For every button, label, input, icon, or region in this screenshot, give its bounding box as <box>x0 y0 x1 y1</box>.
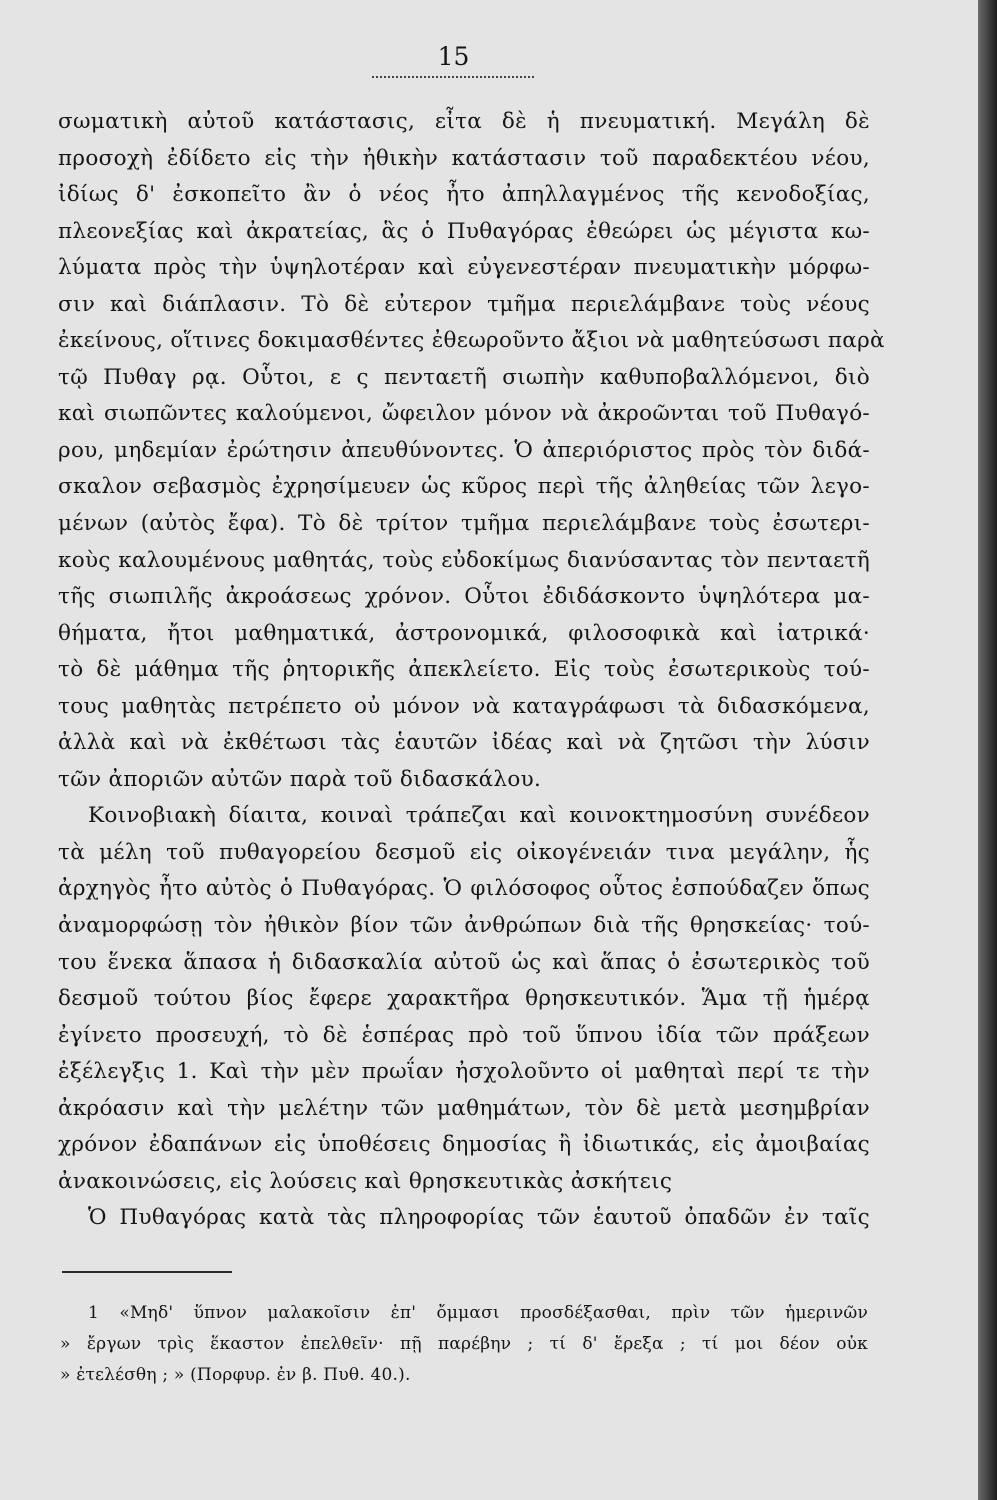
text-line: τους μαθητὰς πετρέπετο οὐ μόνον νὰ καταγράφωσι τὰ διδασκόμενα, <box>58 693 870 719</box>
text-line: λύματα πρὸς τὴν ὑψηλοτέραν καὶ εὐγενεστέραν πνευματικὴν μόρφω- <box>58 255 870 281</box>
text-line: σωματικὴ αὐτοῦ κατάστασις, εἶτα δὲ ἡ πνευματική. Μεγάλη δὲ <box>58 109 870 134</box>
text-line: καὶ σιωπῶντες καλούμενοι, ὤφειλον μόνον νὰ ἀκροῶνται τοῦ Πυθαγό- <box>58 401 870 427</box>
footnote-line: 1 «Μηδ' ὕπνον μαλακοῖσιν ἐπ' ὄμμασι προσδέξασθαι, πρὶν τῶν ἡμερινῶν <box>88 1303 868 1323</box>
text-line: τὸ δὲ μάθημα τῆς ῥητορικῆς ἀπεκλείετο. Εἰς τοὺς ἐσωτερικοὺς τού- <box>58 657 870 683</box>
text-line: δεσμοῦ τούτου βίος ἔφερε χαρακτῆρα θρησκευτικόν. Ἅμα τῇ ἡμέρᾳ <box>58 986 870 1012</box>
text-line: ἐγίνετο προσευχή, τὸ δὲ ἑσπέρας πρὸ τοῦ ὕπνου ἰδία τῶν πράξεων <box>58 1022 870 1048</box>
text-line: ἐξέλεγξις 1. Καὶ τὴν μὲν πρωΐαν ἠσχολοῦντο οἱ μαθηταὶ περί τε τὴν <box>58 1059 870 1085</box>
text-line: κοὺς καλουμένους μαθητάς, τοὺς εὐδοκίμως διανύσαντας τὸν πενταετῆ <box>58 547 870 573</box>
text-line: σιν καὶ διάπλασιν. Τὸ δὲ εὐτερον τμῆμα περιελάμβανε τοὺς νέους <box>58 291 870 317</box>
text-line: ἰδίως δ' ἐσκοπεῖτο ἂν ὁ νέος ἦτο ἀπηλλαγμένος τῆς κενοδοξίας, <box>58 182 870 208</box>
page-number: 15 <box>437 42 470 71</box>
text-line: τῆς σιωπιλῆς ἀκροάσεως χρόνον. Οὗτοι ἐδιδάσκοντο ὑψηλότερα μα- <box>58 584 870 610</box>
text-line: ἐκείνους, οἵτινες δοκιμασθέντες ἐθεωροῦντο ἄξιοι νὰ μαθητεύσωσι παρὰ <box>58 328 885 354</box>
text-line: ἀλλὰ καὶ νὰ ἐκθέτωσι τὰς ἑαυτῶν ἰδέας καὶ νὰ ζητῶσι τὴν λύσιν <box>58 730 870 756</box>
footnote-rule <box>62 1271 232 1273</box>
text-line: ἀρχηγὸς ἦτο αὐτὸς ὁ Πυθαγόρας. Ὁ φιλόσοφος οὗτος ἐσπούδαζεν ὅπως <box>58 876 870 902</box>
text-line: χρόνον ἐδαπάνων εἰς ὑποθέσεις δημοσίας ἢ ἰδιωτικάς, εἰς ἀμοιβαίας <box>58 1132 870 1158</box>
text-line: πλεονεξίας καὶ ἀκρατείας, ἃς ὁ Πυθαγόρας ἐθεώρει ὡς μέγιστα κω- <box>58 218 870 244</box>
text-line: τὰ μέλη τοῦ πυθαγορείου δεσμοῦ εἰς οἰκογένειάν τινα μεγάλην, ἧς <box>58 839 870 865</box>
text-line: του ἕνεκα ἅπασα ἡ διδασκαλία αὐτοῦ ὡς καὶ ἅπας ὁ ἐσωτερικὸς τοῦ <box>58 949 870 975</box>
footnote-line: » ἔργων τρὶς ἕκαστον ἐπελθεῖν· πῇ παρέβην ; τί δ' ἔρεξα ; τί μοι δέον οὐκ <box>60 1334 868 1354</box>
body-text <box>58 104 885 1237</box>
text-line: τῷ Πυθαγ ρᾳ. Οὗτοι, ε ς πενταετῆ σιωπὴν καθυποβαλλόμενοι, διὸ <box>58 364 870 390</box>
header-rule <box>372 76 534 78</box>
text-line: προσοχὴ ἐδίδετο εἰς τὴν ἠθικὴν κατάστασιν τοῦ παραδεκτέου νέου, <box>58 145 870 171</box>
text-line: ρου, μηδεμίαν ἐρώτησιν ἀπευθύνοντες. Ὁ ἀπεριόριστος πρὸς τὸν διδά- <box>58 437 870 463</box>
text-line: ἀκρόασιν καὶ τὴν μελέτην τῶν μαθημάτων, τὸν δὲ μετὰ μεσημβρίαν <box>58 1095 870 1121</box>
footnotes <box>60 1298 868 1391</box>
text-line: μένων (αὐτὸς ἔφα). Τὸ δὲ τρίτον τμῆμα περιελάμβανε τοὺς ἐσωτερι- <box>58 511 870 537</box>
page-edge-shadow <box>978 0 997 1500</box>
text-line: Κοινοβιακὴ δίαιτα, κοιναὶ τράπεζαι καὶ κοινοκτημοσύνη συνέδεον <box>88 803 870 829</box>
text-line: θήματα, ἤτοι μαθηματικά, ἀστρονομικά, φιλοσοφικὰ καὶ ἰατρικά· <box>58 620 870 646</box>
text-line: σκαλον σεβασμὸς ἐχρησίμευεν ὡς κῦρος περὶ τῆς ἀληθείας τῶν λεγο- <box>58 474 870 500</box>
text-line: ἀναμορφώσῃ τὸν ἠθικὸν βίον τῶν ἀνθρώπων διὰ τῆς θρησκείας· τού- <box>58 913 870 939</box>
footnote-line: » ἐτελέσθη ; » (Πορφυρ. ἐν β. Πυθ. 40.). <box>60 1365 411 1385</box>
text-line: τῶν ἀποριῶν αὐτῶν παρὰ τοῦ διδασκάλου. <box>58 766 542 792</box>
text-line: ἀνακοινώσεις, εἰς λούσεις καὶ θρησκευτικὰς ἀσκήτεις <box>58 1168 673 1194</box>
text-line: Ὁ Πυθαγόρας κατὰ τὰς πληροφορίας τῶν ἑαυτοῦ ὀπαδῶν ἐν ταῖς <box>88 1205 870 1231</box>
